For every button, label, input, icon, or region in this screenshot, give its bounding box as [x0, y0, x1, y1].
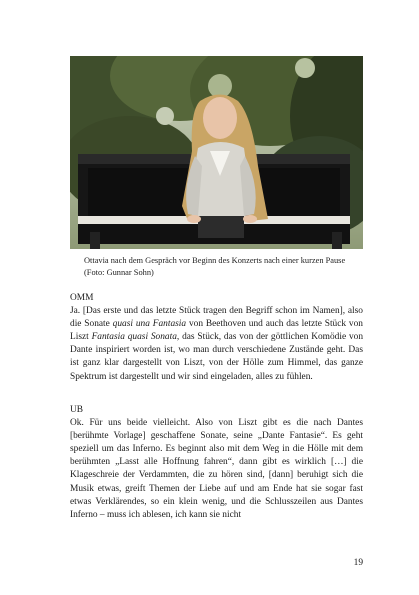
page-number: 19 [353, 558, 363, 568]
text-run: , das Stück, das von der göttlichen Komödie von Dante inspiriert worden ist, wo man durch verschiedene Zustände geht. Das ist ganz klar dargestellt von Liszt, von der Hölle zum Himmel, das ganze Spektrum ist dargestellt und wir sind eingeladen, alles zu fühlen. [70, 332, 364, 382]
speaker-label: OMM [70, 293, 94, 303]
concert-photo [70, 56, 363, 249]
text-run: von Beethoven und auch das letzte Stück von Liszt [70, 319, 363, 343]
dialogue-block-omm [70, 292, 363, 384]
dialogue-paragraph [70, 417, 363, 522]
speaker-label: UB [70, 405, 84, 415]
photo-caption: Ottavia nach dem Gespräch vor Beginn des Konzerts nach einer kurzen Pause (Foto: Gunnar Sohn) [84, 256, 346, 277]
dialogue-paragraph [70, 305, 363, 384]
italic-title: Fantasia quasi Sonata [91, 332, 177, 343]
dialogue-block-ub [70, 404, 363, 522]
italic-title: quasi una Fantasia [112, 319, 187, 330]
text-run: Ja. [Das erste und das letzte Stück tragen den Begriff schon im Namen], also die Sonate [70, 306, 363, 330]
text-run: Ok. Für uns beide vielleicht. Also von Liszt gibt es die nach Dantes [berühmte Vorlage] geschaffene Sonate, seine „Dante Fantasie“. Es geht speziell um das Inferno. Es beginnt also mit dem Weg in die Hölle mit dem berühmten „Lasst alle Hoffnung fahren“, dann gibt es wirklich […] die Klageschreie der Verdammten, die zu hören sind, [dann] beruhigt sich die Musik etwas, greift Themen der Liebe auf und am Ende hat sie sogar fast etwas Verklärendes, so ein klein wenig, und die Schlusszeilen aus Dantes Inferno – muss ich ablesen, ich kann sie nicht [70, 418, 363, 520]
